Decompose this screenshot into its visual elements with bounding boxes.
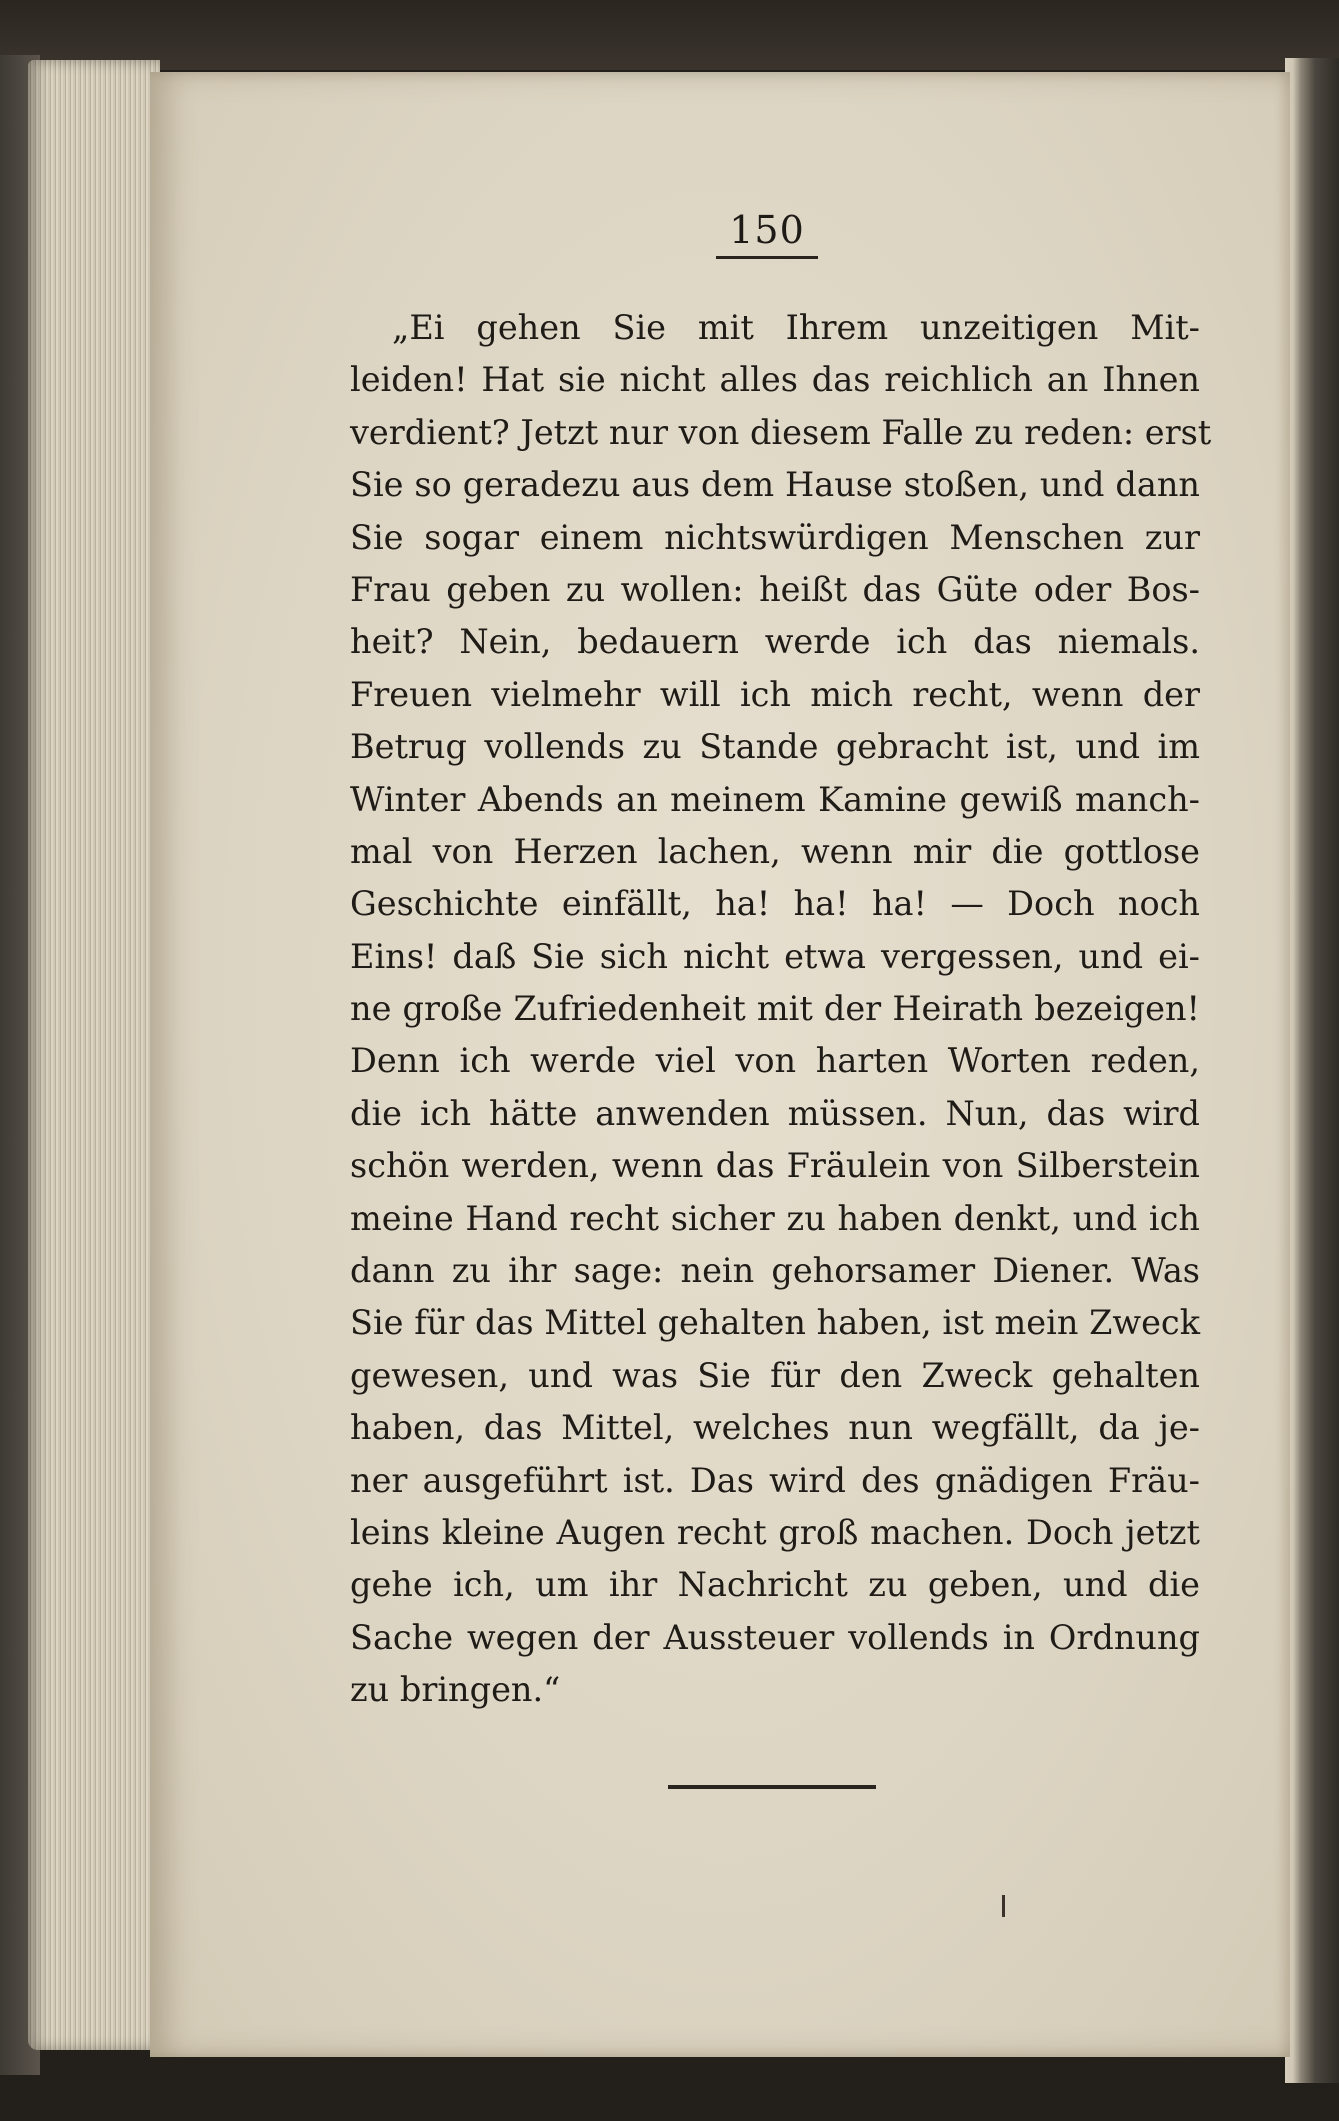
text-line: zu bringen.“ (350, 1670, 561, 1710)
text-line: Freuen vielmehr will ich mich recht, wenn der (350, 674, 1200, 714)
page-mark (1002, 1895, 1005, 1917)
text-line: haben, das Mittel, welches nun wegfällt, da je- (350, 1408, 1200, 1448)
text-line: Frau geben zu wollen: heißt das Güte oder Bos- (350, 569, 1200, 609)
text-line: Sie für das Mittel gehalten haben, ist mein Zweck (350, 1303, 1200, 1343)
text-line: schön werden, wenn das Fräulein von Silberstein (350, 1146, 1200, 1186)
text-line: die ich hätte anwenden müssen. Nun, das wird (350, 1093, 1200, 1133)
end-of-chapter-rule (668, 1785, 876, 1789)
text-line: Sie sogar einem nichtswürdigen Menschen zur (350, 517, 1200, 557)
text-line: Denn ich werde viel von harten Worten reden, (350, 1041, 1200, 1081)
text-line: gehe ich, um ihr Nachricht zu geben, und die (350, 1565, 1200, 1605)
text-line: mal von Herzen lachen, wenn mir die gottlose (350, 831, 1200, 871)
text-line: Sache wegen der Aussteuer vollends in Ordnung (350, 1617, 1200, 1657)
text-line: Geschichte einfällt, ha! ha! ha! — Doch noch (350, 884, 1200, 924)
body-text (350, 302, 1212, 1717)
page-edges (28, 60, 160, 2050)
text-line: Betrug vollends zu Stande gebracht ist, und im (350, 727, 1200, 767)
text-line: „Ei gehen Sie mit Ihrem unzeitigen Mit- (392, 308, 1200, 347)
text-line: Winter Abends an meinem Kamine gewiß manch- (350, 779, 1200, 819)
text-line: Sie so geradezu aus dem Hause stoßen, und dann (350, 465, 1200, 505)
text-line: ne große Zufriedenheit mit der Heirath bezeigen! (350, 989, 1200, 1029)
book-cover-right (1285, 58, 1339, 2083)
text-line: leiden! Hat sie nicht alles das reichlich an Ihnen (350, 360, 1200, 400)
page-number: 150 (729, 208, 805, 252)
text-line: leins kleine Augen recht groß machen. Doch jetzt (350, 1512, 1200, 1552)
backdrop (0, 0, 1339, 70)
page-number-underline (716, 256, 818, 259)
text-line: verdient? Jetzt nur von diesem Falle zu reden: erst (350, 412, 1212, 452)
text-line: Eins! daß Sie sich nicht etwa vergessen, und ei- (350, 936, 1200, 976)
text-line: heit? Nein, bedauern werde ich das niemals. (350, 622, 1200, 662)
text-line: gewesen, und was Sie für den Zweck gehalten (350, 1355, 1200, 1395)
text-line: meine Hand recht sicher zu haben denkt, und ich (350, 1198, 1200, 1238)
text-line: ner ausgeführt ist. Das wird des gnädigen Fräu- (350, 1460, 1200, 1500)
text-line: dann zu ihr sage: nein gehorsamer Diener. Was (350, 1251, 1200, 1291)
